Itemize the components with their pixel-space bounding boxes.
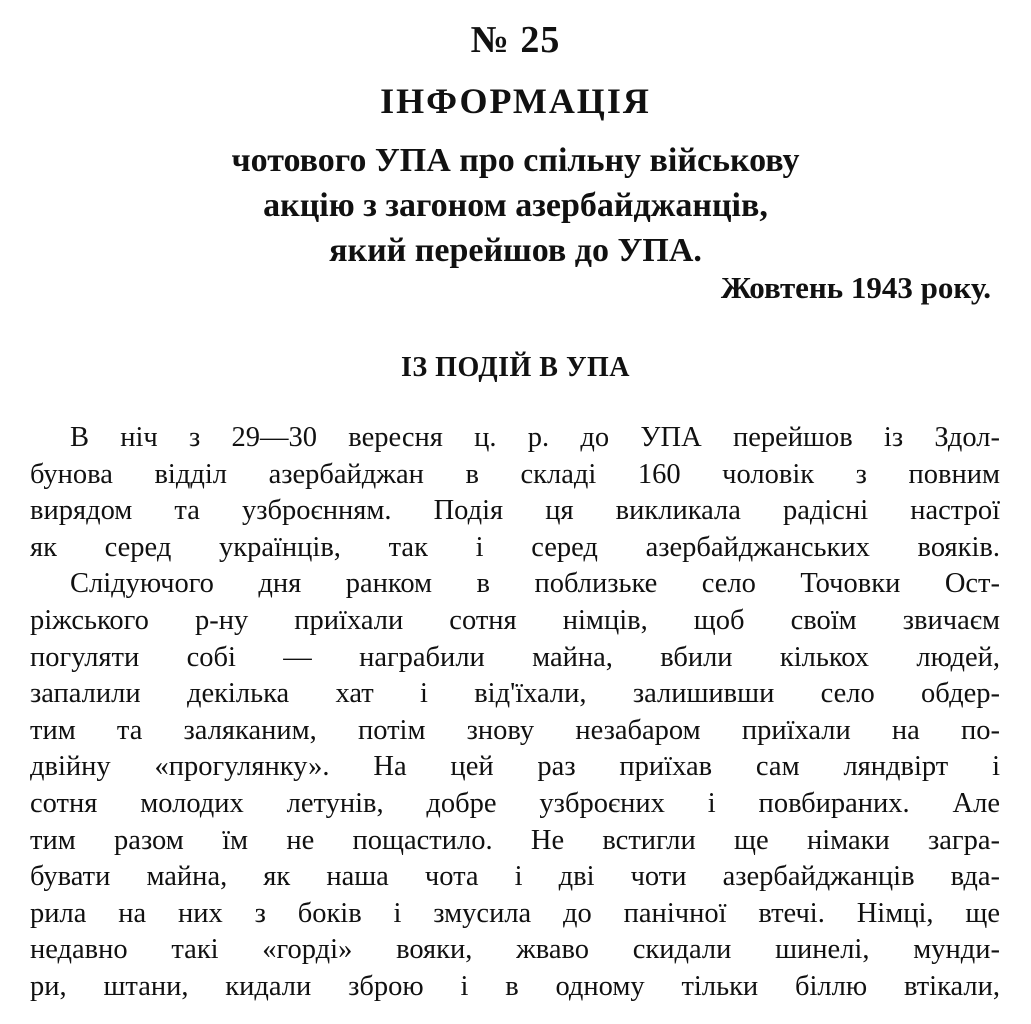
paragraph-2 xyxy=(30,566,1000,1005)
text-line: запалили декілька хат і від'їхали, залишивши село обдер- xyxy=(30,678,1000,710)
body-text xyxy=(30,420,1000,1006)
text-line: бунова відділ азербайджан в складі 160 чоловік з повним xyxy=(30,458,1000,490)
text-line: двійну «прогулянку». На цей раз приїхав сам ляндвірт і xyxy=(30,751,1000,783)
text-line: недавно такі «горді» вояки, жваво скидали шинелі, мунди- xyxy=(30,934,1000,966)
text-line: ріжського р-ну приїхали сотня німців, щоб своїм звичаєм xyxy=(30,604,1000,636)
text-line: вирядом та узброєнням. Подія ця викликала радісні настрої xyxy=(30,495,1000,527)
subtitle-line: акцію з загоном азербайджанців, xyxy=(263,187,768,224)
section-heading: ІЗ ПОДІЙ В УПА xyxy=(400,352,630,383)
subtitle-line: чотового УПА про спільну військову xyxy=(231,142,800,179)
text-line: сотня молодих летунів, добре узброєних і повбираних. Але xyxy=(30,787,1000,819)
document-number: № 25 xyxy=(470,19,561,61)
text-line: бувати майна, як наша чота і дві чоти азербайджанців вда- xyxy=(30,861,1000,893)
text-line: рила на них з боків і змусила до панічної втечі. Німці, ще xyxy=(30,897,1000,929)
text-line: тим разом їм не пощастило. Не встигли ще німаки загра- xyxy=(30,824,1000,856)
paragraph-1 xyxy=(30,420,1000,566)
text-line: ри, штани, кидали зброю і в одному тільки біллю втікали, xyxy=(30,970,1000,1002)
subtitle-line: який перейшов до УПА. xyxy=(329,232,702,269)
text-line: як серед українців, так і серед азербайджанських вояків. xyxy=(30,531,1000,563)
text-line: В ніч з 29—30 вересня ц. р. до УПА перейшов із Здол- xyxy=(70,422,1000,453)
text-line: погуляти собі — награбили майна, вбили кількох людей, xyxy=(30,641,1000,673)
document-title: ІНФОРМАЦІЯ xyxy=(380,81,651,121)
text-line: Слідуючого дня ранком в поблизьке село Точовки Ост- xyxy=(70,568,1000,600)
document-subtitle xyxy=(0,138,1031,273)
document-date: Жовтень 1943 року. xyxy=(720,270,991,305)
text-line: тим та заляканим, потім знову незабаром приїхали на по- xyxy=(30,714,1000,746)
